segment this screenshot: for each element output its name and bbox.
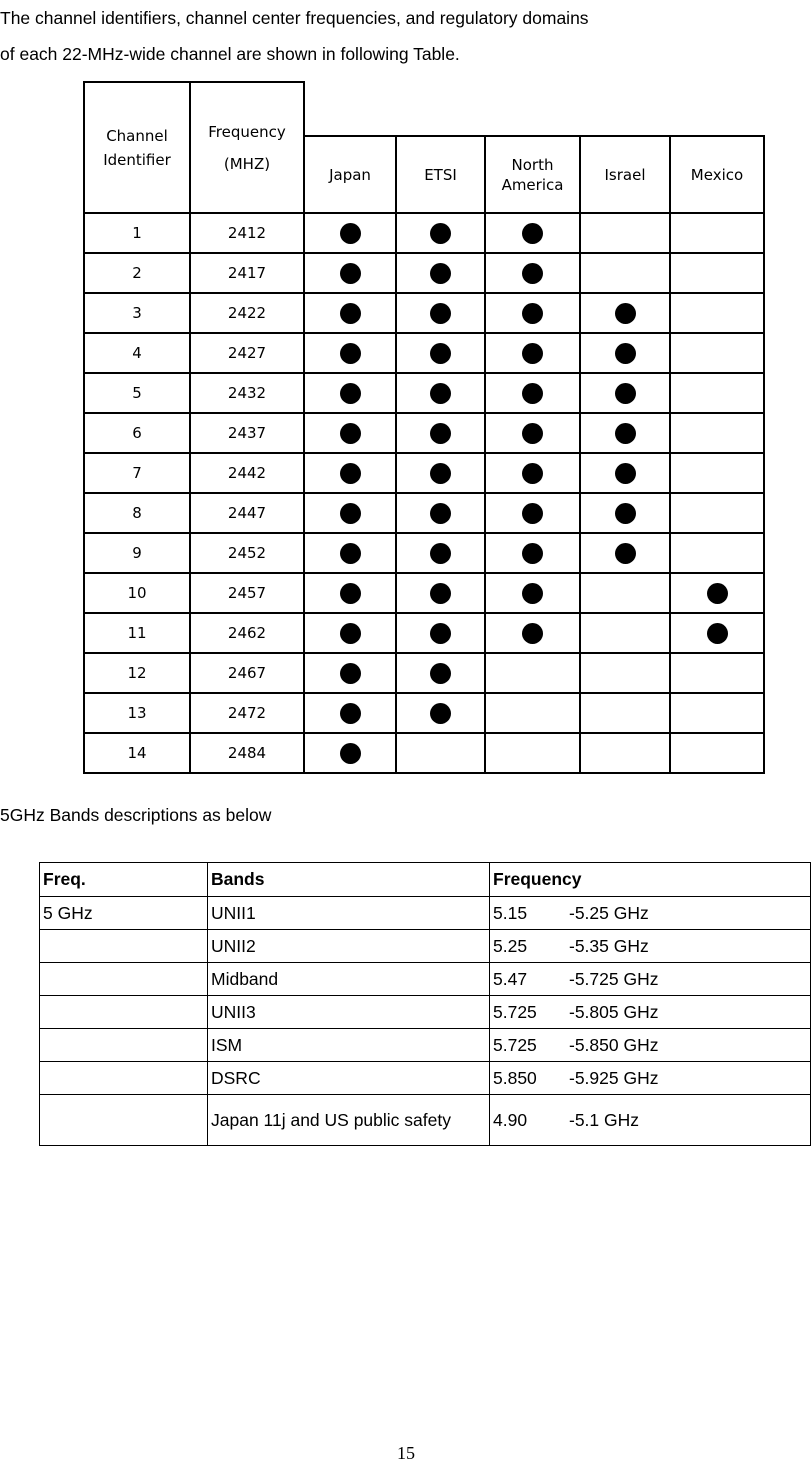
allowed-dot-icon xyxy=(430,303,451,324)
domain-cell xyxy=(304,493,396,533)
intro-text xyxy=(0,0,800,72)
bands-row xyxy=(40,963,811,996)
domain-cell xyxy=(580,373,670,413)
domain-cell xyxy=(485,293,580,333)
allowed-dot-icon xyxy=(522,503,543,524)
domain-cell xyxy=(580,333,670,373)
domain-cell xyxy=(580,573,670,613)
channel-table xyxy=(83,81,765,774)
channel-row xyxy=(84,653,764,693)
channel-row xyxy=(84,693,764,733)
range-low: 5.25 xyxy=(493,935,528,956)
allowed-dot-icon xyxy=(430,503,451,524)
allowed-dot-icon xyxy=(340,543,361,564)
allowed-dot-icon xyxy=(340,503,361,524)
allowed-dot-icon xyxy=(340,423,361,444)
bands-header-frequency: Frequency xyxy=(490,863,811,897)
domain-cell xyxy=(580,693,670,733)
allowed-dot-icon xyxy=(522,303,543,324)
channel-row xyxy=(84,253,764,293)
allowed-dot-icon xyxy=(430,703,451,724)
channel-row xyxy=(84,373,764,413)
channel-id: 2 xyxy=(84,253,190,293)
domain-cell xyxy=(670,573,764,613)
domain-cell xyxy=(485,533,580,573)
channel-frequency: 2472 xyxy=(190,693,304,733)
domain-cell xyxy=(485,493,580,533)
domain-cell xyxy=(396,613,485,653)
domain-cell xyxy=(304,333,396,373)
bands-range xyxy=(490,930,811,963)
domain-cell xyxy=(485,693,580,733)
channel-frequency: 2452 xyxy=(190,533,304,573)
channel-frequency: 2442 xyxy=(190,453,304,493)
channel-row xyxy=(84,213,764,253)
range-low: 5.725 xyxy=(493,1034,537,1055)
channel-frequency: 2447 xyxy=(190,493,304,533)
bands-row xyxy=(40,897,811,930)
channel-frequency: 2484 xyxy=(190,733,304,773)
allowed-dot-icon xyxy=(340,463,361,484)
domain-cell xyxy=(670,293,764,333)
domain-cell xyxy=(304,253,396,293)
domain-cell xyxy=(580,213,670,253)
bands-row xyxy=(40,996,811,1029)
domain-cell xyxy=(670,413,764,453)
domain-cell xyxy=(670,253,764,293)
domain-cell xyxy=(304,653,396,693)
allowed-dot-icon xyxy=(615,343,636,364)
range-low: 5.850 xyxy=(493,1067,537,1088)
domain-cell xyxy=(670,453,764,493)
allowed-dot-icon xyxy=(522,343,543,364)
header-domain: Mexico xyxy=(670,136,764,213)
domain-cell xyxy=(580,253,670,293)
channel-id: 4 xyxy=(84,333,190,373)
bands-freq: 5 GHz xyxy=(40,897,208,930)
bands-header-row xyxy=(40,863,811,897)
channel-id: 13 xyxy=(84,693,190,733)
domain-cell xyxy=(304,293,396,333)
allowed-dot-icon xyxy=(522,223,543,244)
allowed-dot-icon xyxy=(615,463,636,484)
allowed-dot-icon xyxy=(430,263,451,284)
domain-cell xyxy=(485,373,580,413)
allowed-dot-icon xyxy=(430,423,451,444)
bands-name: Midband xyxy=(208,963,490,996)
domain-cell xyxy=(485,653,580,693)
domain-cell xyxy=(396,373,485,413)
domain-cell xyxy=(670,733,764,773)
channel-id: 12 xyxy=(84,653,190,693)
header-domain: Japan xyxy=(304,136,396,213)
bands-range xyxy=(490,897,811,930)
domain-cell xyxy=(485,453,580,493)
allowed-dot-icon xyxy=(340,583,361,604)
domain-cell xyxy=(485,613,580,653)
domain-cell xyxy=(580,653,670,693)
channel-id: 14 xyxy=(84,733,190,773)
bands-name: UNII1 xyxy=(208,897,490,930)
allowed-dot-icon xyxy=(615,383,636,404)
allowed-dot-icon xyxy=(430,383,451,404)
allowed-dot-icon xyxy=(522,383,543,404)
page-number: 15 xyxy=(397,1443,415,1463)
bands-name: Japan 11j and US public safety xyxy=(208,1095,490,1146)
range-high: -5.725 GHz xyxy=(569,968,659,989)
allowed-dot-icon xyxy=(340,303,361,324)
domain-cell xyxy=(580,293,670,333)
domain-cell xyxy=(304,413,396,453)
channel-frequency: 2427 xyxy=(190,333,304,373)
domain-cell xyxy=(396,573,485,613)
header-domain: ETSI xyxy=(396,136,485,213)
domain-cell xyxy=(670,493,764,533)
domain-cell xyxy=(396,733,485,773)
allowed-dot-icon xyxy=(430,463,451,484)
bands-row xyxy=(40,1095,811,1146)
channel-frequency: 2467 xyxy=(190,653,304,693)
allowed-dot-icon xyxy=(340,623,361,644)
range-low: 4.90 xyxy=(493,1110,528,1130)
domain-cell xyxy=(485,413,580,453)
allowed-dot-icon xyxy=(707,623,728,644)
domain-cell xyxy=(304,613,396,653)
domain-cell xyxy=(396,413,485,453)
channel-frequency: 2462 xyxy=(190,613,304,653)
domain-cell xyxy=(485,573,580,613)
channel-row xyxy=(84,413,764,453)
domain-cell xyxy=(396,693,485,733)
channel-frequency: 2417 xyxy=(190,253,304,293)
domain-cell xyxy=(485,213,580,253)
channel-row xyxy=(84,533,764,573)
domain-cell xyxy=(396,653,485,693)
range-high: -5.1 GHz xyxy=(569,1110,640,1130)
allowed-dot-icon xyxy=(522,263,543,284)
bands-row xyxy=(40,1029,811,1062)
allowed-dot-icon xyxy=(430,543,451,564)
bands-row xyxy=(40,1062,811,1095)
channel-frequency: 2432 xyxy=(190,373,304,413)
bands-section-title: 5GHz Bands descriptions as below xyxy=(0,805,272,825)
channel-id: 9 xyxy=(84,533,190,573)
allowed-dot-icon xyxy=(340,703,361,724)
domain-cell xyxy=(304,213,396,253)
domain-cell xyxy=(670,533,764,573)
domain-cell xyxy=(580,733,670,773)
domain-cell xyxy=(580,613,670,653)
intro-line-2: of each 22-MHz-wide channel are shown in following Table. xyxy=(0,44,460,64)
allowed-dot-icon xyxy=(522,543,543,564)
channel-id: 10 xyxy=(84,573,190,613)
bands-freq xyxy=(40,996,208,1029)
domain-cell xyxy=(580,413,670,453)
bands-range xyxy=(490,1062,811,1095)
bands-range xyxy=(490,1095,811,1146)
allowed-dot-icon xyxy=(340,383,361,404)
allowed-dot-icon xyxy=(340,223,361,244)
domain-cell xyxy=(304,453,396,493)
bands-freq xyxy=(40,1095,208,1146)
domain-cell xyxy=(670,653,764,693)
allowed-dot-icon xyxy=(615,503,636,524)
domain-cell xyxy=(670,693,764,733)
allowed-dot-icon xyxy=(615,543,636,564)
allowed-dot-icon xyxy=(615,423,636,444)
range-high: -5.25 GHz xyxy=(569,902,649,923)
intro-line-1: The channel identifiers, channel center frequencies, and regulatory domains xyxy=(0,8,589,28)
allowed-dot-icon xyxy=(340,743,361,764)
bands-name: ISM xyxy=(208,1029,490,1062)
domain-cell xyxy=(670,373,764,413)
bands-name: UNII3 xyxy=(208,996,490,1029)
domain-cell xyxy=(396,533,485,573)
bands-range xyxy=(490,996,811,1029)
channel-row xyxy=(84,333,764,373)
domain-cell xyxy=(396,213,485,253)
domain-cell xyxy=(304,573,396,613)
channel-row xyxy=(84,453,764,493)
range-high: -5.850 GHz xyxy=(569,1034,659,1055)
channel-row xyxy=(84,573,764,613)
bands-row xyxy=(40,930,811,963)
bands-freq xyxy=(40,1029,208,1062)
bands-header-bands: Bands xyxy=(208,863,490,897)
domain-cell xyxy=(396,333,485,373)
range-low: 5.725 xyxy=(493,1001,537,1022)
bands-table xyxy=(39,862,811,1146)
channel-id: 3 xyxy=(84,293,190,333)
channel-id: 1 xyxy=(84,213,190,253)
domain-cell xyxy=(304,693,396,733)
domain-cell xyxy=(485,253,580,293)
domain-cell xyxy=(396,493,485,533)
bands-freq xyxy=(40,963,208,996)
range-high: -5.925 GHz xyxy=(569,1067,659,1088)
bands-range xyxy=(490,963,811,996)
domain-cell xyxy=(670,613,764,653)
range-low: 5.47 xyxy=(493,968,528,989)
allowed-dot-icon xyxy=(340,343,361,364)
domain-cell xyxy=(485,333,580,373)
bands-range xyxy=(490,1029,811,1062)
domain-cell xyxy=(670,213,764,253)
channel-id: 8 xyxy=(84,493,190,533)
channel-frequency: 2422 xyxy=(190,293,304,333)
channel-row xyxy=(84,613,764,653)
channel-frequency: 2412 xyxy=(190,213,304,253)
allowed-dot-icon xyxy=(522,583,543,604)
bands-header-freq: Freq. xyxy=(40,863,208,897)
bands-name: DSRC xyxy=(208,1062,490,1095)
allowed-dot-icon xyxy=(522,423,543,444)
domain-cell xyxy=(396,253,485,293)
range-high: -5.805 GHz xyxy=(569,1001,659,1022)
allowed-dot-icon xyxy=(522,623,543,644)
domain-cell xyxy=(396,293,485,333)
allowed-dot-icon xyxy=(430,663,451,684)
channel-frequency: 2457 xyxy=(190,573,304,613)
header-frequency xyxy=(190,82,304,213)
channel-row xyxy=(84,493,764,533)
domain-cell xyxy=(304,533,396,573)
domain-cell xyxy=(485,733,580,773)
channel-id: 5 xyxy=(84,373,190,413)
channel-id: 6 xyxy=(84,413,190,453)
allowed-dot-icon xyxy=(430,583,451,604)
channel-id: 11 xyxy=(84,613,190,653)
bands-freq xyxy=(40,930,208,963)
allowed-dot-icon xyxy=(522,463,543,484)
header-spacer xyxy=(304,82,764,136)
header-frequency-unit: (MHZ) xyxy=(223,154,271,173)
allowed-dot-icon xyxy=(430,623,451,644)
allowed-dot-icon xyxy=(340,663,361,684)
domain-cell xyxy=(304,373,396,413)
allowed-dot-icon xyxy=(430,223,451,244)
domain-cell xyxy=(304,733,396,773)
range-high: -5.35 GHz xyxy=(569,935,649,956)
channel-row xyxy=(84,293,764,333)
header-frequency-label: Frequency xyxy=(208,122,286,141)
domain-cell xyxy=(670,333,764,373)
channel-row xyxy=(84,733,764,773)
allowed-dot-icon xyxy=(340,263,361,284)
header-channel-identifier: Channel Identifier xyxy=(84,82,190,213)
range-low: 5.15 xyxy=(493,902,528,923)
domain-cell xyxy=(580,493,670,533)
allowed-dot-icon xyxy=(430,343,451,364)
bands-freq xyxy=(40,1062,208,1095)
domain-cell xyxy=(580,533,670,573)
bands-name: UNII2 xyxy=(208,930,490,963)
channel-id: 7 xyxy=(84,453,190,493)
channel-frequency: 2437 xyxy=(190,413,304,453)
header-domain: Israel xyxy=(580,136,670,213)
header-domain: North America xyxy=(485,136,580,213)
allowed-dot-icon xyxy=(615,303,636,324)
domain-cell xyxy=(580,453,670,493)
allowed-dot-icon xyxy=(707,583,728,604)
domain-cell xyxy=(396,453,485,493)
